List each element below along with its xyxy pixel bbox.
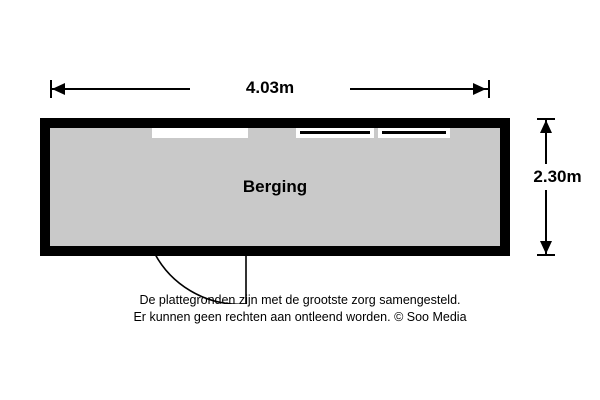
width-arrow-left-icon <box>52 83 65 95</box>
width-dimension-cap-right <box>488 80 490 98</box>
room-name-text: Berging <box>238 176 312 198</box>
room-name <box>50 128 500 246</box>
height-arrow-down-icon <box>540 241 552 254</box>
height-dimension-cap-bottom <box>537 254 555 256</box>
room-floor <box>50 128 500 246</box>
width-arrow-right-icon <box>473 83 486 95</box>
width-dimension <box>50 78 490 97</box>
height-dimension-value: 2.30m <box>533 167 582 186</box>
width-dimension-value: 4.03m <box>245 78 295 97</box>
height-dimension-label <box>520 164 595 190</box>
window-glass-right <box>382 131 446 134</box>
room-walls <box>40 118 510 256</box>
height-arrow-up-icon <box>540 120 552 133</box>
disclaimer-line-2: Er kunnen geen rechten aan ontleend worden. © Soo Media <box>133 310 467 324</box>
height-dimension <box>533 118 582 256</box>
disclaimer <box>0 292 600 326</box>
disclaimer-line-1: De plattegronden zijn met de grootste zorg samengesteld. <box>139 293 461 307</box>
width-dimension-label <box>190 76 350 100</box>
window-glass-left <box>300 131 370 134</box>
door-opening <box>152 128 248 138</box>
